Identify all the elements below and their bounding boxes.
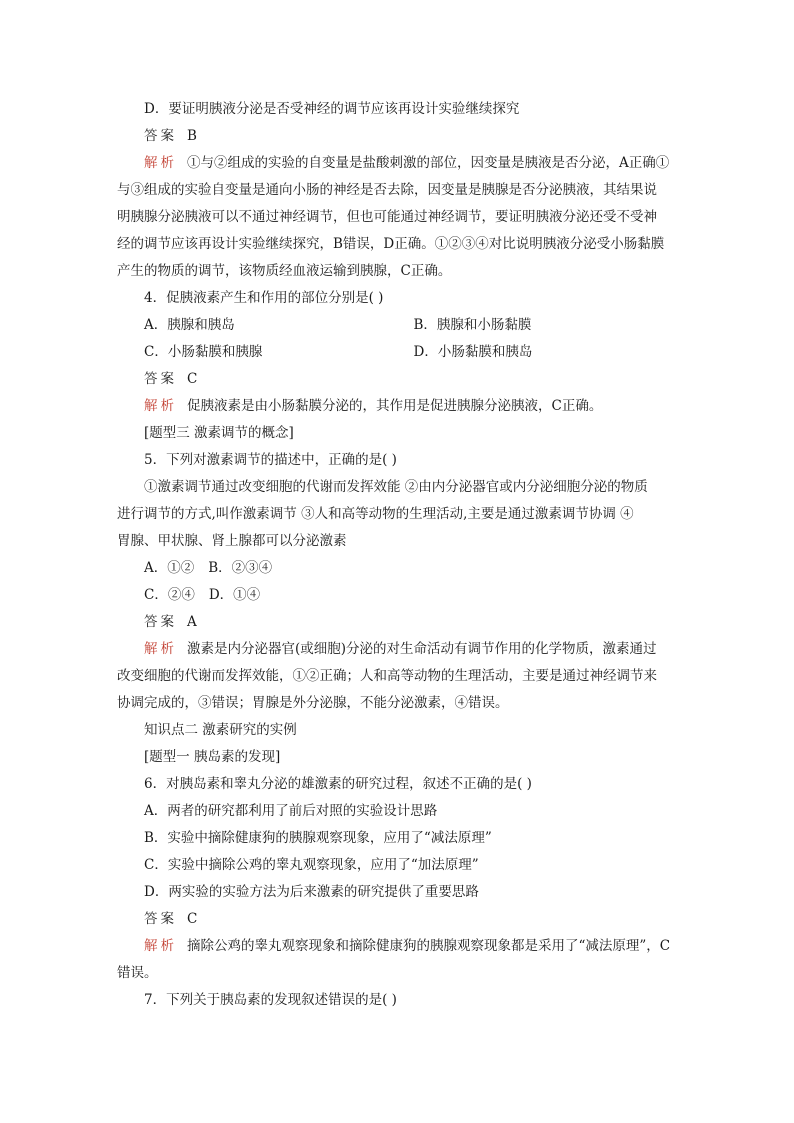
q3-answer — [117, 123, 683, 150]
answer-label: 答案 — [144, 911, 177, 927]
q7-stem: 7．下列关于胰岛素的发现叙述错误的是( ) — [144, 992, 397, 1008]
q5-option-c: C．②④ — [144, 587, 195, 603]
q4-stem: 4．促胰液素产生和作用的部位分别是( ) — [144, 290, 384, 306]
q3-explanation-line: 解析 ①与②组成的实验的自变量是盐酸刺激的部位，因变量是胰液是否分泌，A正确① — [144, 155, 670, 171]
q5-stem-line: 胃腺、甲状腺、肾上腺都可以分泌激素 — [117, 533, 347, 549]
answer-value: C — [187, 911, 198, 927]
q3-explanation-line: 经的调节应该再设计实验继续探究，B错误，D正确。①②③④对比说明胰液分泌受小肠黏膜 — [117, 236, 665, 252]
q5-option-a: A．①② — [144, 560, 195, 576]
explanation-label: 解析 — [144, 938, 177, 954]
q5-options-row — [117, 555, 683, 582]
q4-option-d: D．小肠黏膜和胰岛 — [413, 344, 533, 360]
q4-explanation: 解析 促胰液素是由小肠黏膜分泌的，其作用是促进胰腺分泌胰液，C正确。 — [144, 398, 603, 414]
q6-option-b: B．实验中摘除健康狗的胰腺观察现象，应用了“减法原理” — [144, 830, 492, 846]
q5-options-row — [117, 582, 683, 609]
type1-heading: [题型一 胰岛素的发现] — [144, 749, 281, 765]
q5-stem-line: 进行调节的方式,叫作激素调节 ③人和高等动物的生理活动,主要是通过激素调节协调 ④ — [117, 506, 634, 522]
q5-option-b: B．②③④ — [208, 560, 273, 576]
explanation-label: 解析 — [144, 398, 177, 414]
q4-options-row — [117, 312, 683, 339]
answer-value: C — [187, 371, 198, 387]
q5-explanation-line: 解析 激素是内分泌器官(或细胞)分泌的对生命活动有调节作用的化学物质，激素通过 — [144, 641, 657, 657]
q5-explanation-line: 协调完成的，③错误；胃腺是外分泌腺，不能分泌激素，④错误。 — [117, 695, 509, 711]
answer-value: B — [187, 128, 197, 144]
q3-explanation-line: 产生的物质的调节，该物质经血液运输到胰腺，C正确。 — [117, 263, 452, 279]
q5-stem: 5．下列对激素调节的描述中，正确的是( ) — [144, 452, 397, 468]
q3-explanation-line: 明胰腺分泌胰液可以不通过神经调节，但也可能通过神经调节，要证明胰液分泌还受不受神 — [117, 209, 657, 225]
q4-option-a: A．胰腺和胰岛 — [144, 317, 235, 333]
explanation-label: 解析 — [144, 641, 177, 657]
type3-heading: [题型三 激素调节的概念] — [144, 425, 294, 441]
q6-option-a: A．两者的研究都利用了前后对照的实验设计思路 — [144, 803, 438, 819]
q3-option-d: D．要证明胰液分泌是否受神经的调节应该再设计实验继续探究 — [144, 101, 520, 117]
q3-explanation-line: 与③组成的实验自变量是通向小肠的神经是否去除，因变量是胰腺是否分泌胰液，其结果说 — [117, 182, 657, 198]
answer-label: 答案 — [144, 614, 177, 630]
q6-option-c: C．实验中摘除公鸡的睾丸观察现象，应用了“加法原理” — [144, 857, 479, 873]
q4-answer — [117, 366, 683, 393]
answer-label: 答案 — [144, 371, 177, 387]
q6-answer — [117, 906, 683, 933]
q5-stem-line: ①激素调节通过改变细胞的代谢而发挥效能 ②由内分泌器官或内分泌细胞分泌的物质 — [144, 479, 648, 495]
q4-option-c: C．小肠黏膜和胰腺 — [144, 344, 263, 360]
document-page — [117, 96, 683, 1014]
answer-value: A — [187, 614, 197, 630]
q6-explanation-line: 解析 摘除公鸡的睾丸观察现象和摘除健康狗的胰腺观察现象都是采用了“减法原理”，C — [144, 938, 671, 954]
answer-label: 答案 — [144, 128, 177, 144]
explanation-label: 解析 — [144, 155, 177, 171]
q6-option-d: D．两实验的实验方法为后来激素的研究提供了重要思路 — [144, 884, 479, 900]
section2-heading: 知识点二 激素研究的实例 — [144, 722, 297, 738]
q4-option-b: B．胰腺和小肠黏膜 — [413, 317, 532, 333]
q5-explanation-line: 改变细胞的代谢而发挥效能，①②正确；人和高等动物的生理活动，主要是通过神经调节来 — [117, 668, 657, 684]
q5-option-d: D．①④ — [208, 587, 261, 603]
q6-explanation-line: 错误。 — [117, 965, 158, 981]
q6-stem: 6．对胰岛素和睾丸分泌的雄激素的研究过程，叙述不正确的是( ) — [144, 776, 532, 792]
q5-answer — [117, 609, 683, 636]
q4-options-row — [117, 339, 683, 366]
